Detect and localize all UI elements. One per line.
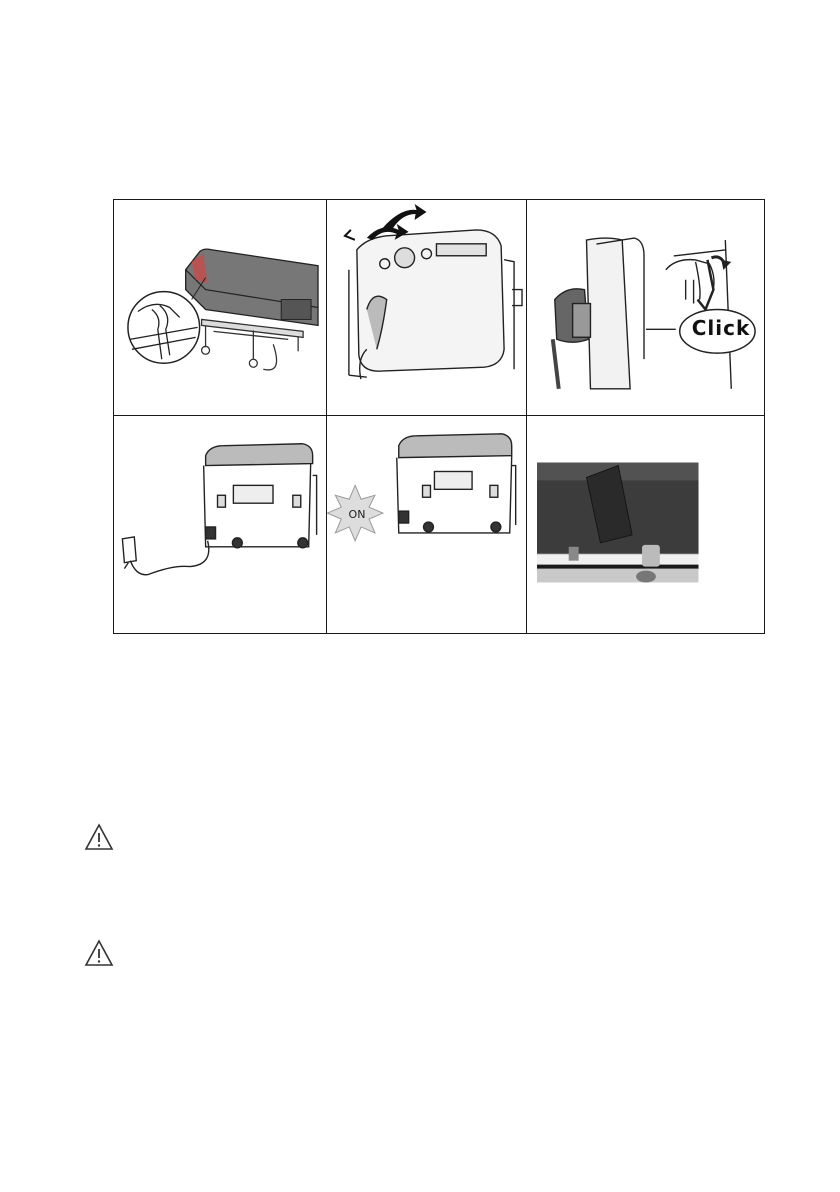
panel-pump-hook: [327, 200, 527, 416]
connector-illustration: [527, 200, 764, 415]
instruction-figure-grid: [113, 199, 765, 634]
power-on-illustration: [327, 416, 526, 633]
power-cord-illustration: [114, 416, 326, 633]
click-callout: Click: [691, 316, 751, 340]
bed-mattress-illustration: [114, 200, 326, 415]
panel-cpr-flap-photo: [527, 416, 764, 633]
pump-unit-illustration: [327, 200, 526, 415]
panel-mattress-strap: [114, 200, 327, 416]
panel-power-on: [327, 416, 527, 633]
warning-triangle-icon: [84, 823, 114, 851]
flap-photo: [527, 416, 764, 633]
panel-hose-connector: [527, 200, 764, 416]
on-badge: ON: [348, 508, 366, 521]
warning-triangle-icon: [84, 939, 114, 967]
panel-power-cord: [114, 416, 327, 633]
